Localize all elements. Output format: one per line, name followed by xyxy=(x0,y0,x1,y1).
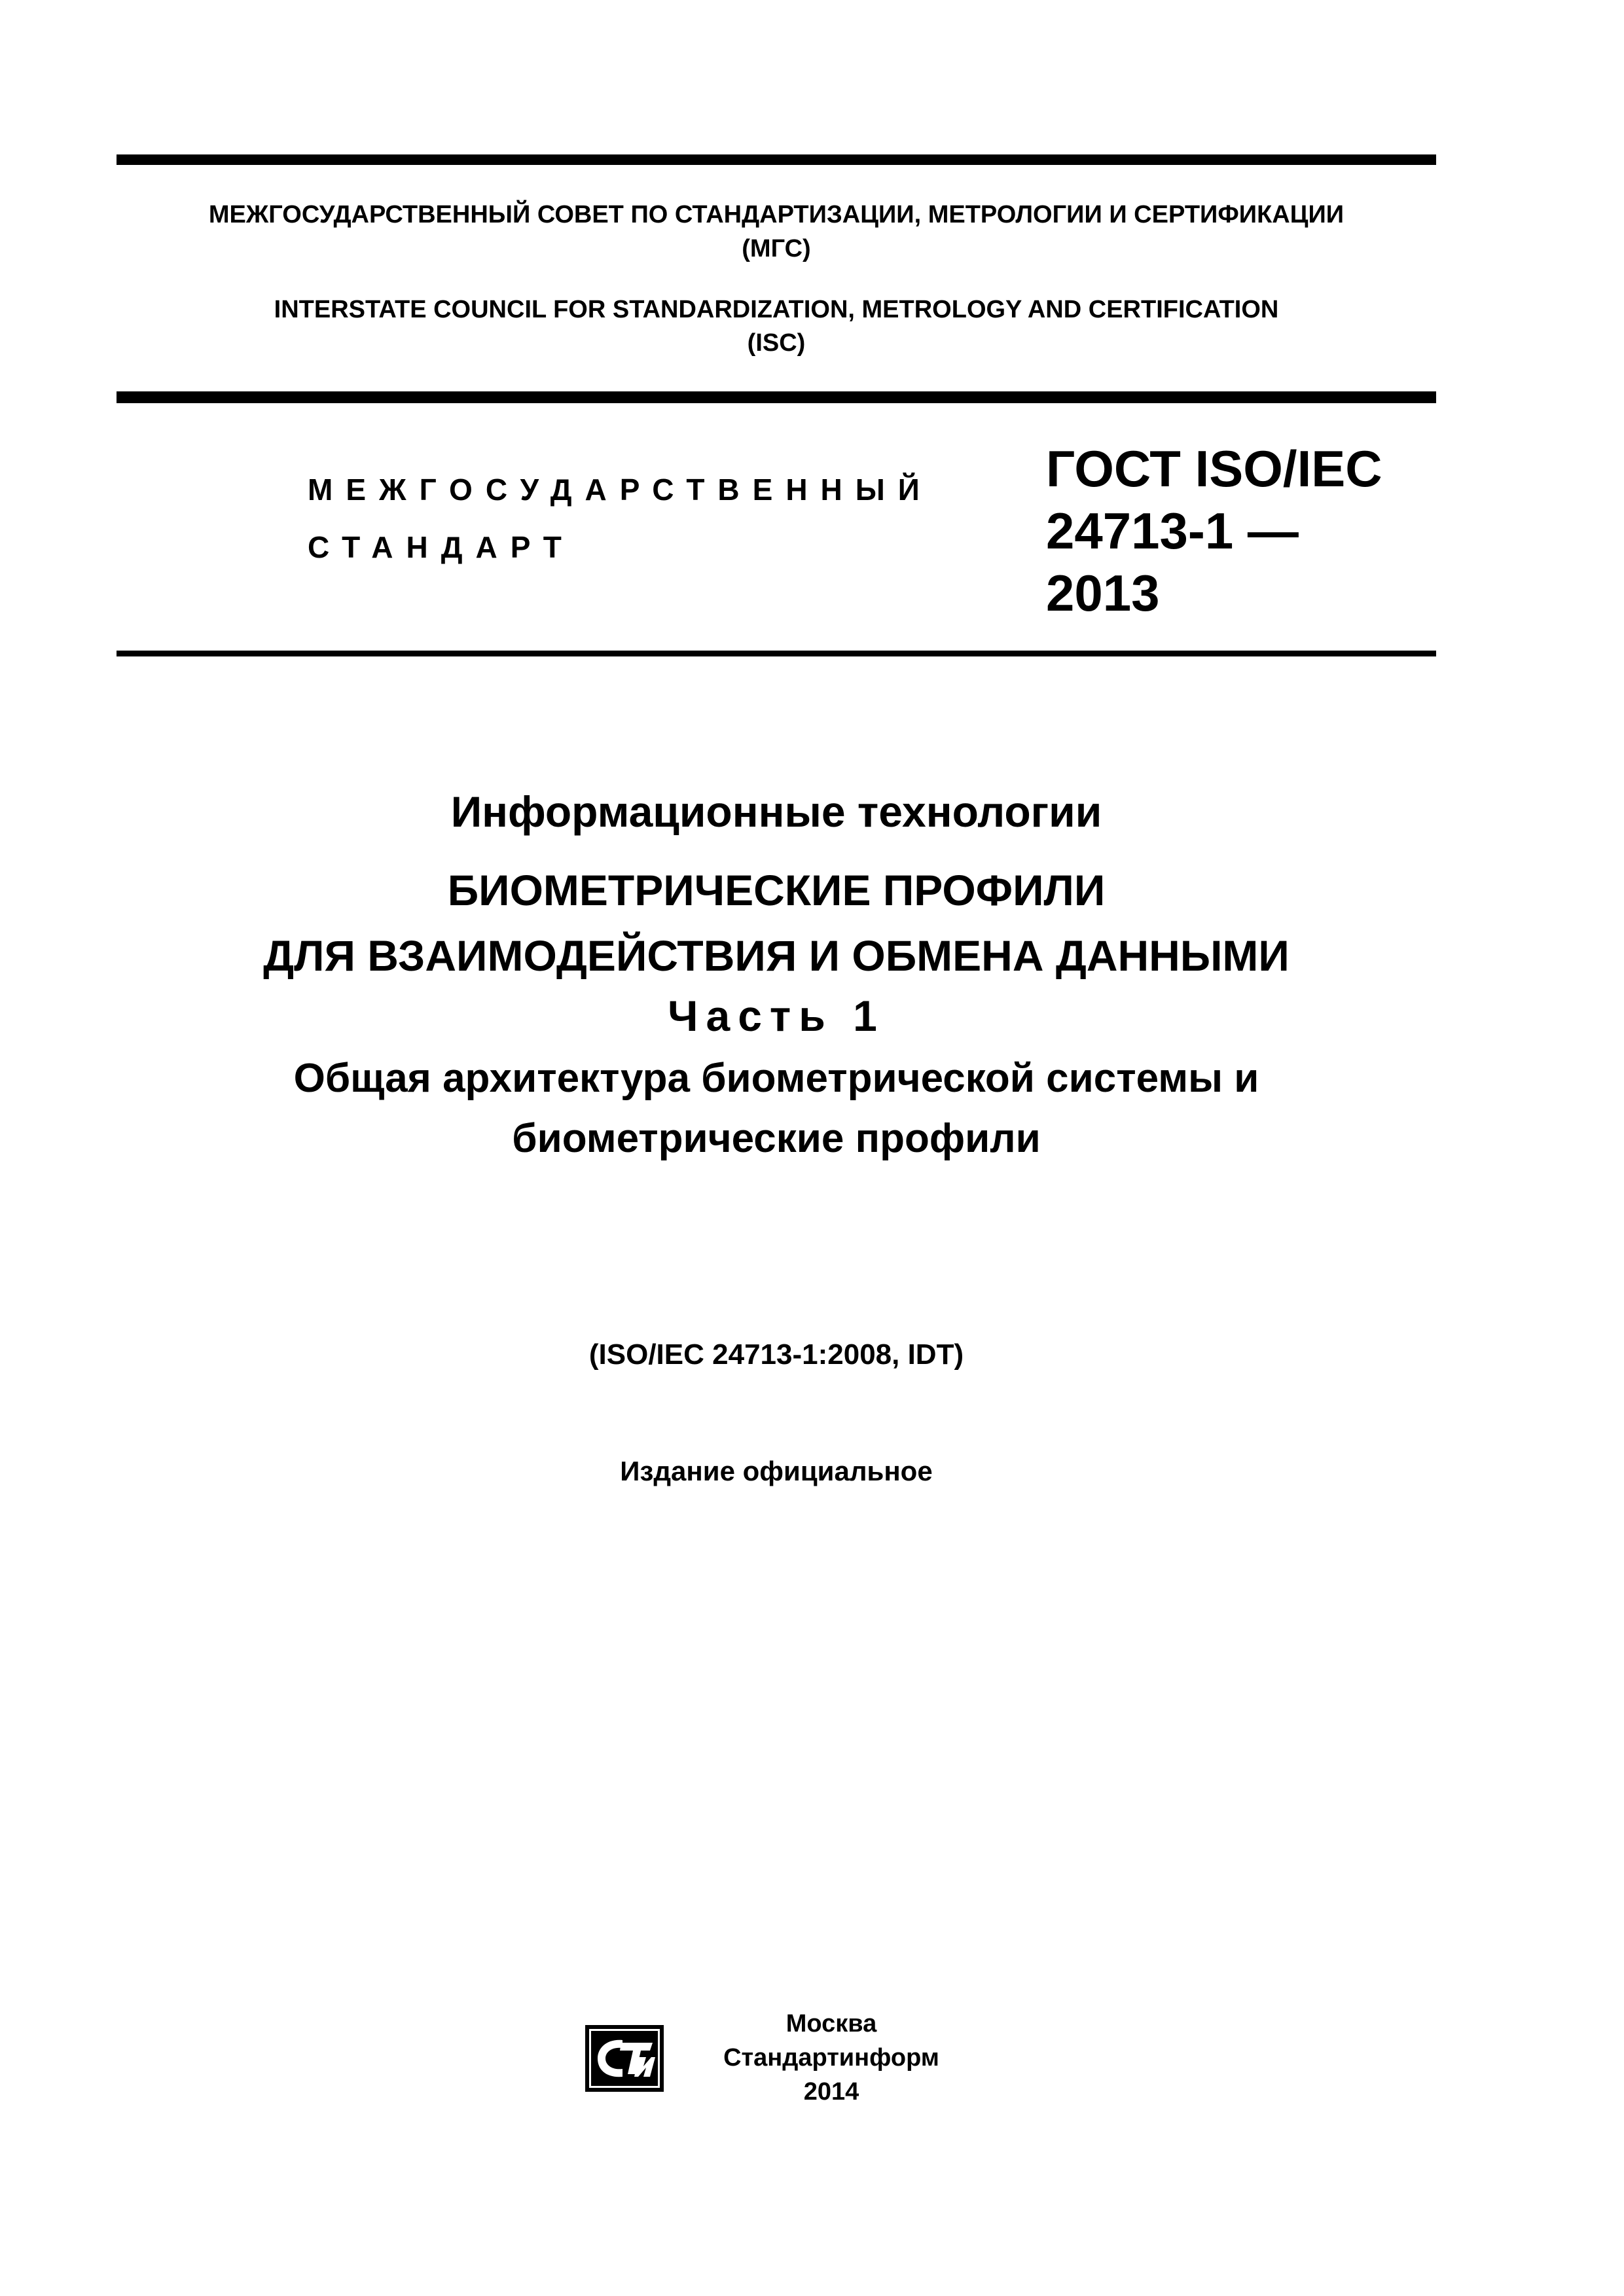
standard-designation-year: 2013 xyxy=(1046,564,1160,622)
reference-standard: (ISO/IEC 24713-1:2008, IDT) xyxy=(588,1338,964,1371)
bottom-rule xyxy=(117,651,1436,656)
standard-type-line1: МЕЖГОСУДАРСТВЕННЫЙ xyxy=(308,473,933,507)
standartinform-logo-icon xyxy=(585,2024,664,2092)
top-rule xyxy=(117,154,1436,165)
standard-designation-line2: 24713-1 — xyxy=(1046,502,1299,560)
document-title-field: Информационные технологии xyxy=(450,787,1102,836)
standard-type-line2: СТАНДАРТ xyxy=(308,530,575,564)
publication-year: 2014 xyxy=(803,2078,859,2106)
standard-designation-line1: ГОСТ ISO/IEC xyxy=(1046,440,1382,497)
document-title-line2: БИОМЕТРИЧЕСКИЕ ПРОФИЛИ xyxy=(447,866,1106,914)
middle-rule xyxy=(117,391,1436,403)
publisher-city: Москва xyxy=(785,2010,877,2037)
document-title-line3: ДЛЯ ВЗАИМОДЕЙСТВИЯ И ОБМЕНА ДАННЫМИ xyxy=(263,931,1290,980)
council-abbr-en: (ISC) xyxy=(747,329,806,357)
council-name-en: INTERSTATE COUNCIL FOR STANDARDIZATION, METROLOGY AND CERTIFICATION xyxy=(274,296,1279,323)
council-name-ru: МЕЖГОСУДАРСТВЕННЫЙ СОВЕТ ПО СТАНДАРТИЗАЦИИ, МЕТРОЛОГИИ И СЕРТИФИКАЦИИ xyxy=(208,201,1344,228)
document-part: Часть 1 xyxy=(668,992,885,1040)
council-abbr-ru: (МГС) xyxy=(742,235,811,262)
document-subtitle-line1: Общая архитектура биометрической системы и xyxy=(293,1056,1259,1101)
edition-label: Издание официальное xyxy=(620,1456,933,1486)
document-subtitle-line2: биометрические профили xyxy=(512,1116,1041,1161)
publisher-name: Стандартинформ xyxy=(723,2044,939,2072)
